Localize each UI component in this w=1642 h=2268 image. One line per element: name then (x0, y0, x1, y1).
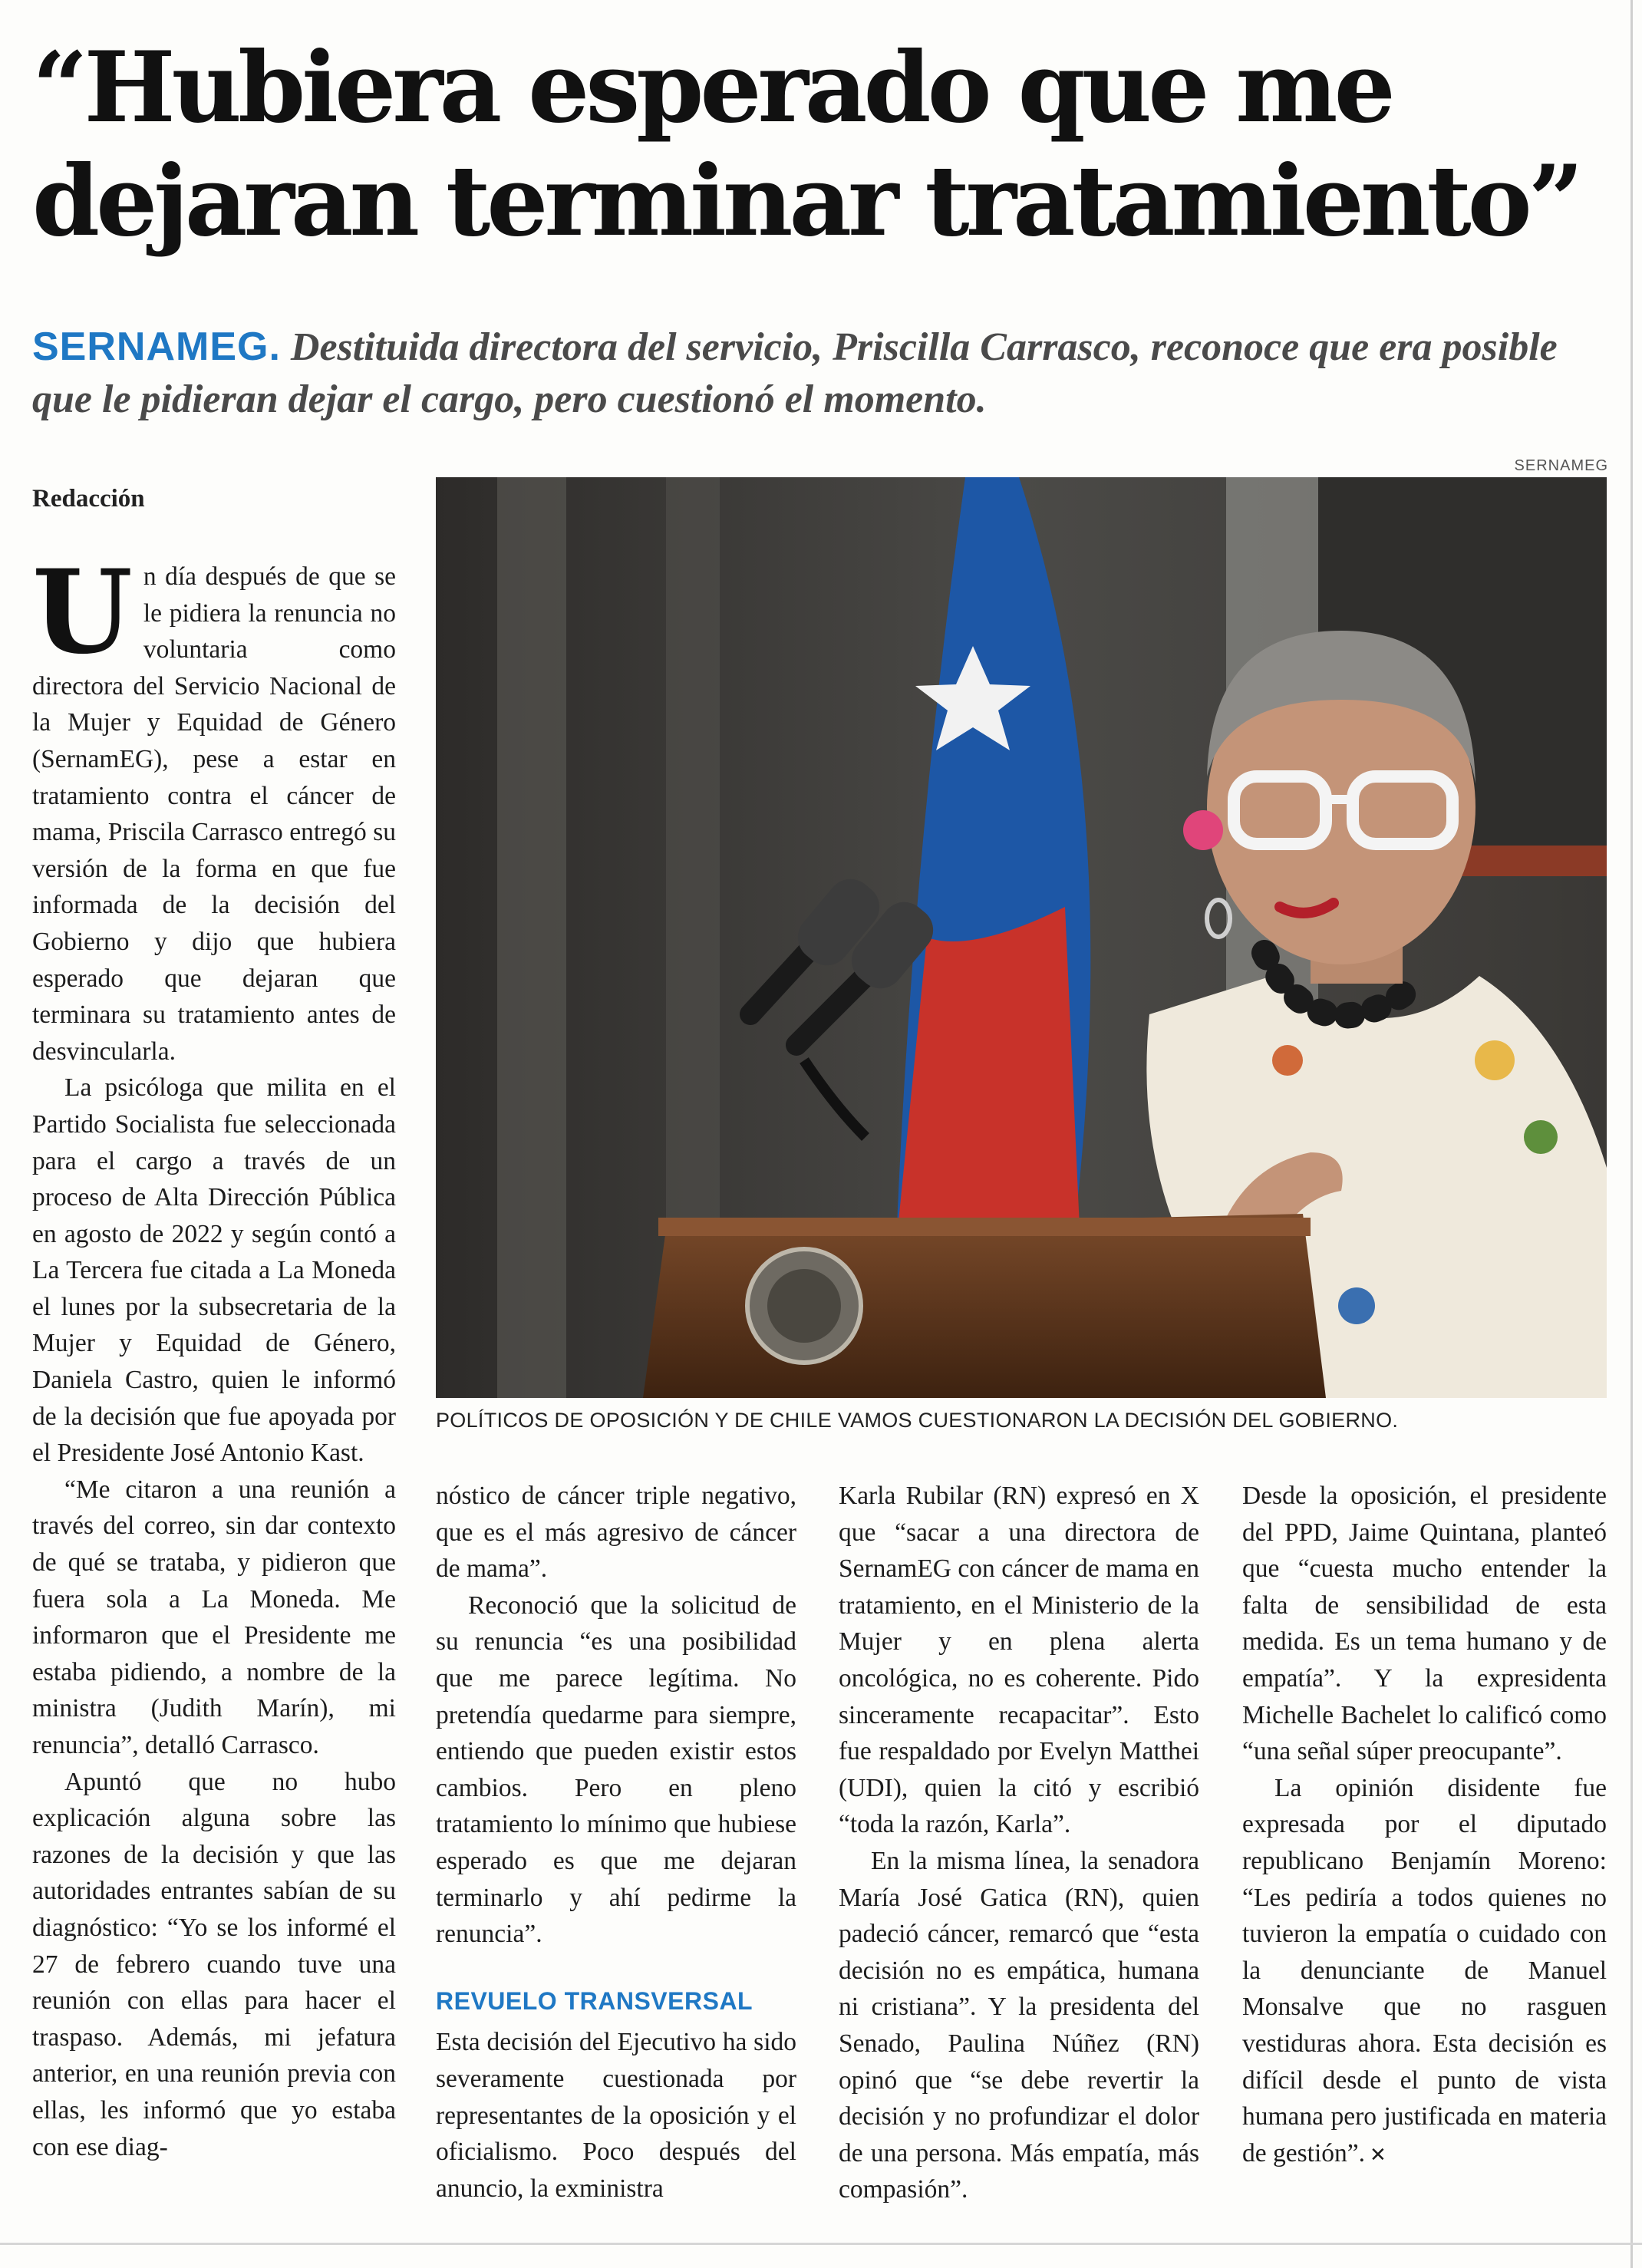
subhead-text: Destituida directora del servicio, Priscilla Carrasco, reconoce que era posible que le pidieran dejar el cargo, pero cuestionó el momento. (32, 325, 1558, 421)
photo-caption: POLÍTICOS DE OPOSICIÓN Y DE CHILE VAMOS CUESTIONARON LA DECISIÓN DEL GOBIERNO. (436, 1409, 1399, 1432)
kicker: SERNAMEG. (32, 325, 281, 369)
headline-line-2: dejaran terminar tratamiento” (32, 144, 1581, 258)
byline: Redacción (32, 485, 145, 513)
paragraph: Apuntó que no hubo explicación alguna sobre las razones de la decisión y que las autoridades entrantes sabían de su diagnóstico: “Yo se los informé el 27 de febrero cuando tuve una reunión con ellas para hacer el traspaso. Además, mi jefatura anterior, en una reunión previa con ellas, les informó que yo estaba con ese diag- (32, 1767, 396, 2161)
paragraph-text: La opinión disidente fue expresada por el diputado republicano Benjamín Moreno: “Les pediría a todos quienes no tuvieron la empatía o cuidado con la denunciante de Manuel Monsalve que no rasguen vestiduras ahora. Esta decisión es difícil desde el punto de vista humana pero justificada en materia de gestión”. (1242, 1773, 1607, 2167)
end-mark-icon: ✕ (1370, 2143, 1386, 2167)
paragraph: “Me citaron a una reunión a través del correo, sin dar contexto de qué se trataba, y pidieron que fuera sola a La Moneda. Me informaron que el Presidente me estaba pidiendo, a nombre de la ministra (Judith Marín), mi renuncia”, detalló Carrasco. (32, 1475, 396, 1759)
headline-line-1: “Hubiera esperado que me (32, 31, 1392, 144)
column-2 (436, 1478, 796, 2207)
lead-paragraph (32, 545, 396, 1070)
drop-cap: U (32, 545, 133, 680)
paragraph (1242, 1770, 1607, 2174)
headline (32, 31, 1613, 258)
column-1 (32, 545, 396, 2165)
lead-paragraph-text: n día después de que se le pidiera la renuncia no voluntaria como directora del Servicio Nacional de la Mujer y Equidad de Género (SernamEG), pese a estar en tratamiento contra el cáncer de mama, Priscila Carrasco entregó su versión de la forma en que fue informada de la decisión del Gobierno y dijo que hubiera esperado que dejaran que terminara su tratamiento antes de desvincularla. (32, 562, 396, 1066)
article-photo (436, 477, 1607, 1398)
paragraph: nóstico de cáncer triple negativo, que es el más agresivo de cáncer de mama”. (436, 1482, 796, 1584)
paragraph: Desde la oposición, el presidente del PPD, Jaime Quintana, planteó que “cuesta mucho entender la falta de sensibilidad de esta medida. Es un tema humano y de empatía”. Y la expresidenta Michelle Bachelet lo calificó como “una señal súper preocupante”. (1242, 1482, 1607, 1766)
paragraph: Karla Rubilar (RN) expresó en X que “sacar a una directora de SernamEG con cáncer de mama en tratamiento, en el Ministerio de la Mujer y en plena alerta oncológica, no es coherente. Pido sinceramente recapacitar”. Esto fue respaldado por Evelyn Matthei (UDI), quien la citó y escribió “toda la razón, Karla”. (839, 1482, 1199, 1839)
column-3 (839, 1478, 1199, 2208)
subheadline (32, 321, 1613, 426)
column-4 (1242, 1478, 1607, 2174)
paragraph: La psicóloga que milita en el Partido Socialista fue seleccionada para el cargo a través de un proceso de Alta Dirección Pública en agosto de 2022 y según contó a La Tercera fue citada a La Moneda el lunes por la subsecretaria de la Mujer y Equidad de Género, Daniela Castro, quien le informó de la decisión que fue apoyada por el Presidente José Antonio Kast. (32, 1073, 396, 1468)
paragraph: Esta decisión del Ejecutivo ha sido severamente cuestionada por representantes de la oposición y el oficialismo. Poco después del anuncio, la exministra (436, 2028, 796, 2203)
podium-speaker-illustration (436, 477, 1607, 1398)
page-bottom-rule (0, 2243, 1642, 2245)
paragraph: Reconoció que la solicitud de su renuncia “es una posibilidad que me parece legítima. No pretendía quedarme para siempre, entiendo que pueden existir estos cambios. Pero en pleno tratamiento lo mínimo que hubiese esperado es que me dejaran terminarlo y ahí pedirme la renuncia”. (436, 1591, 796, 1949)
photo-credit: SERNAMEG (1514, 457, 1608, 474)
section-heading: REVUELO TRANSVERSAL (436, 1986, 753, 2015)
page-edge-rule (1630, 0, 1633, 2268)
paragraph: En la misma línea, la senadora María José Gatica (RN), quien padeció cáncer, remarcó que “esta decisión no es empática, humana ni cristiana”. Y la presidenta del Senado, Paulina Núñez (RN) opinó que “se debe revertir la decisión y no profundizar el dolor de una persona. Más empatía, más compasión”. (839, 1846, 1199, 2204)
